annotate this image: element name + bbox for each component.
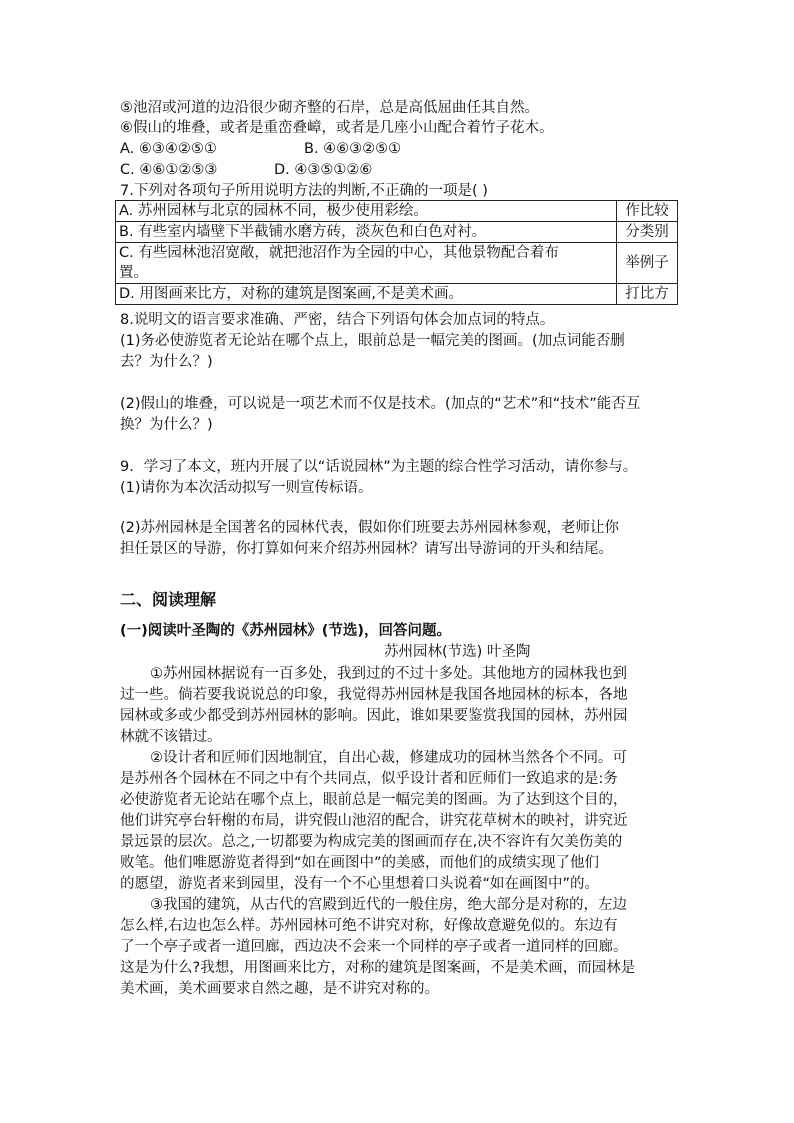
q9-part2-line2: 担任景区的导游，你打算如何来介绍苏州园林？请写出导游词的开头和结尾。 — [120, 541, 613, 557]
q7-option-method: 举例子 — [617, 243, 678, 284]
paragraph-line: 怎么样,右边也怎么样。苏州园林可绝不讲究对称，好像故意避免似的。东边有 — [120, 918, 618, 934]
q8-part2-line1: (2)假山的堆叠，可以说是一项艺术而不仅是技术。(加点的“艺术”和“技术”能否互 — [120, 396, 641, 412]
q7-option-method: 打比方 — [617, 284, 678, 305]
paragraph-line: 必使游览者无论站在哪个点上，眼前总是一幅完美的图画。为了达到这个目的， — [120, 792, 628, 808]
q7-option-text — [116, 243, 617, 284]
article-title: 苏州园林(节选) 叶圣陶 — [384, 644, 531, 660]
paragraph-line: 过一些。倘若要我说说总的印象，我觉得苏州园林是我国各地园林的标本，各地 — [120, 687, 628, 703]
paragraph-line: 败笔。他们唯愿游览者得到“如在画图中”的美感，而他们的成绩实现了他们 — [120, 855, 600, 871]
q7-option-method: 分类别 — [617, 222, 678, 243]
q6-item6: ⑥假山的堆叠，或者是重峦叠嶂，或者是几座小山配合着竹子花木。 — [120, 120, 554, 136]
section-heading: 二、阅读理解 — [120, 590, 217, 609]
q7-option-text: D. 用图画来比方，对称的建筑是图案画,不是美术画。 — [116, 284, 617, 305]
q8-stem: 8.说明文的语言要求准确、严密，结合下列语句体会加点词的特点。 — [120, 312, 555, 328]
paragraph-line: ③我国的建筑，从古代的宫殿到近代的一般住房，绝大部分是对称的，左边 — [150, 897, 627, 913]
q8-part1-line2: 去？为什么？) — [120, 354, 213, 370]
q9-part1: (1)请你为本次活动拟写一则宣传标语。 — [120, 480, 373, 496]
q6-option-b: B. ④⑥③②⑤① — [304, 141, 402, 157]
q7-stem: 7.下列对各项句子所用说明方法的判断,不正确的一项是( ) — [120, 183, 488, 199]
paragraph-line: 他们讲究亭台轩榭的布局，讲究假山池沼的配合，讲究花草树木的映衬，讲究近 — [120, 813, 628, 829]
table-row — [116, 284, 678, 305]
q7-option-text: A. 苏州园林与北京的园林不同，极少使用彩绘。 — [116, 201, 617, 222]
paragraph-line: 美术画，美术画要求自然之趣，是不讲究对称的。 — [120, 981, 439, 997]
paragraph-line: 景远景的层次。总之,一切都要为构成完美的图画而存在,决不容许有欠美伤美的 — [120, 834, 623, 850]
q6-item5: ⑤池沼或河道的边沿很少砌齐整的石岸，总是高低屈曲任其自然。 — [120, 100, 539, 116]
q6-option-d: D. ④③⑤①②⑥ — [274, 162, 373, 178]
subsection-heading: (一)阅读叶圣陶的《苏州园林》(节选)，回答问题。 — [120, 623, 452, 639]
q7-option-text-line1: C. 有些园林池沼宽敞，就把池沼作为全园的中心，其他景物配合着布 — [119, 245, 559, 261]
table-row — [116, 222, 678, 243]
q6-option-a: A. ⑥③④②⑤① — [120, 141, 217, 157]
paragraph-line: 的愿望，游览者来到园里，没有一个不心里想着口头说着“如在画图中”的。 — [120, 876, 600, 892]
q8-part2-line2: 换？为什么？) — [120, 417, 213, 433]
paragraph-line: ②设计者和匠师们因地制宜，自出心裁，修建成功的园林当然各个不同。可 — [150, 750, 627, 766]
paragraph-line: ①苏州园林据说有一百多处，我到过的不过十多处。其他地方的园林我也到 — [150, 666, 627, 682]
table-row — [116, 201, 678, 222]
q6-option-c: C. ④⑥①②⑤③ — [120, 162, 218, 178]
q7-option-method: 作比较 — [617, 201, 678, 222]
paragraph-line: 这是为什么?我想，用图画来比方，对称的建筑是图案画，不是美术画，而园林是 — [120, 960, 636, 976]
paragraph-line: 林就不该错过。 — [120, 729, 222, 745]
q9-stem: 9．学习了本文，班内开展了以“话说园林”为主题的综合性学习活动，请你参与。 — [120, 459, 638, 475]
q9-part2-line1: (2)苏州园林是全国著名的园林代表，假如你们班要去苏州园林参观，老师让你 — [120, 520, 620, 536]
paragraph-line: 是苏州各个园林在不同之中有个共同点，似乎设计者和匠师们一致追求的是:务 — [120, 771, 618, 787]
paragraph-line: 了一个亭子或者一道回廊，西边决不会来一个同样的亭子或者一道同样的回廊。 — [120, 939, 628, 955]
table-row — [116, 243, 678, 284]
q7-option-text: B. 有些室内墙壁下半截铺水磨方砖，淡灰色和白色对衬。 — [116, 222, 617, 243]
q8-part1-line1: (1)务必使游览者无论站在哪个点上，眼前总是一幅完美的图画。(加点词能否删 — [120, 333, 625, 349]
paragraph-line: 园林或多或少都受到苏州园林的影响。因此，谁如果要鉴赏我国的园林，苏州园 — [120, 708, 628, 724]
q7-option-text-line2: 置。 — [119, 265, 148, 281]
q7-options-table — [115, 200, 678, 305]
